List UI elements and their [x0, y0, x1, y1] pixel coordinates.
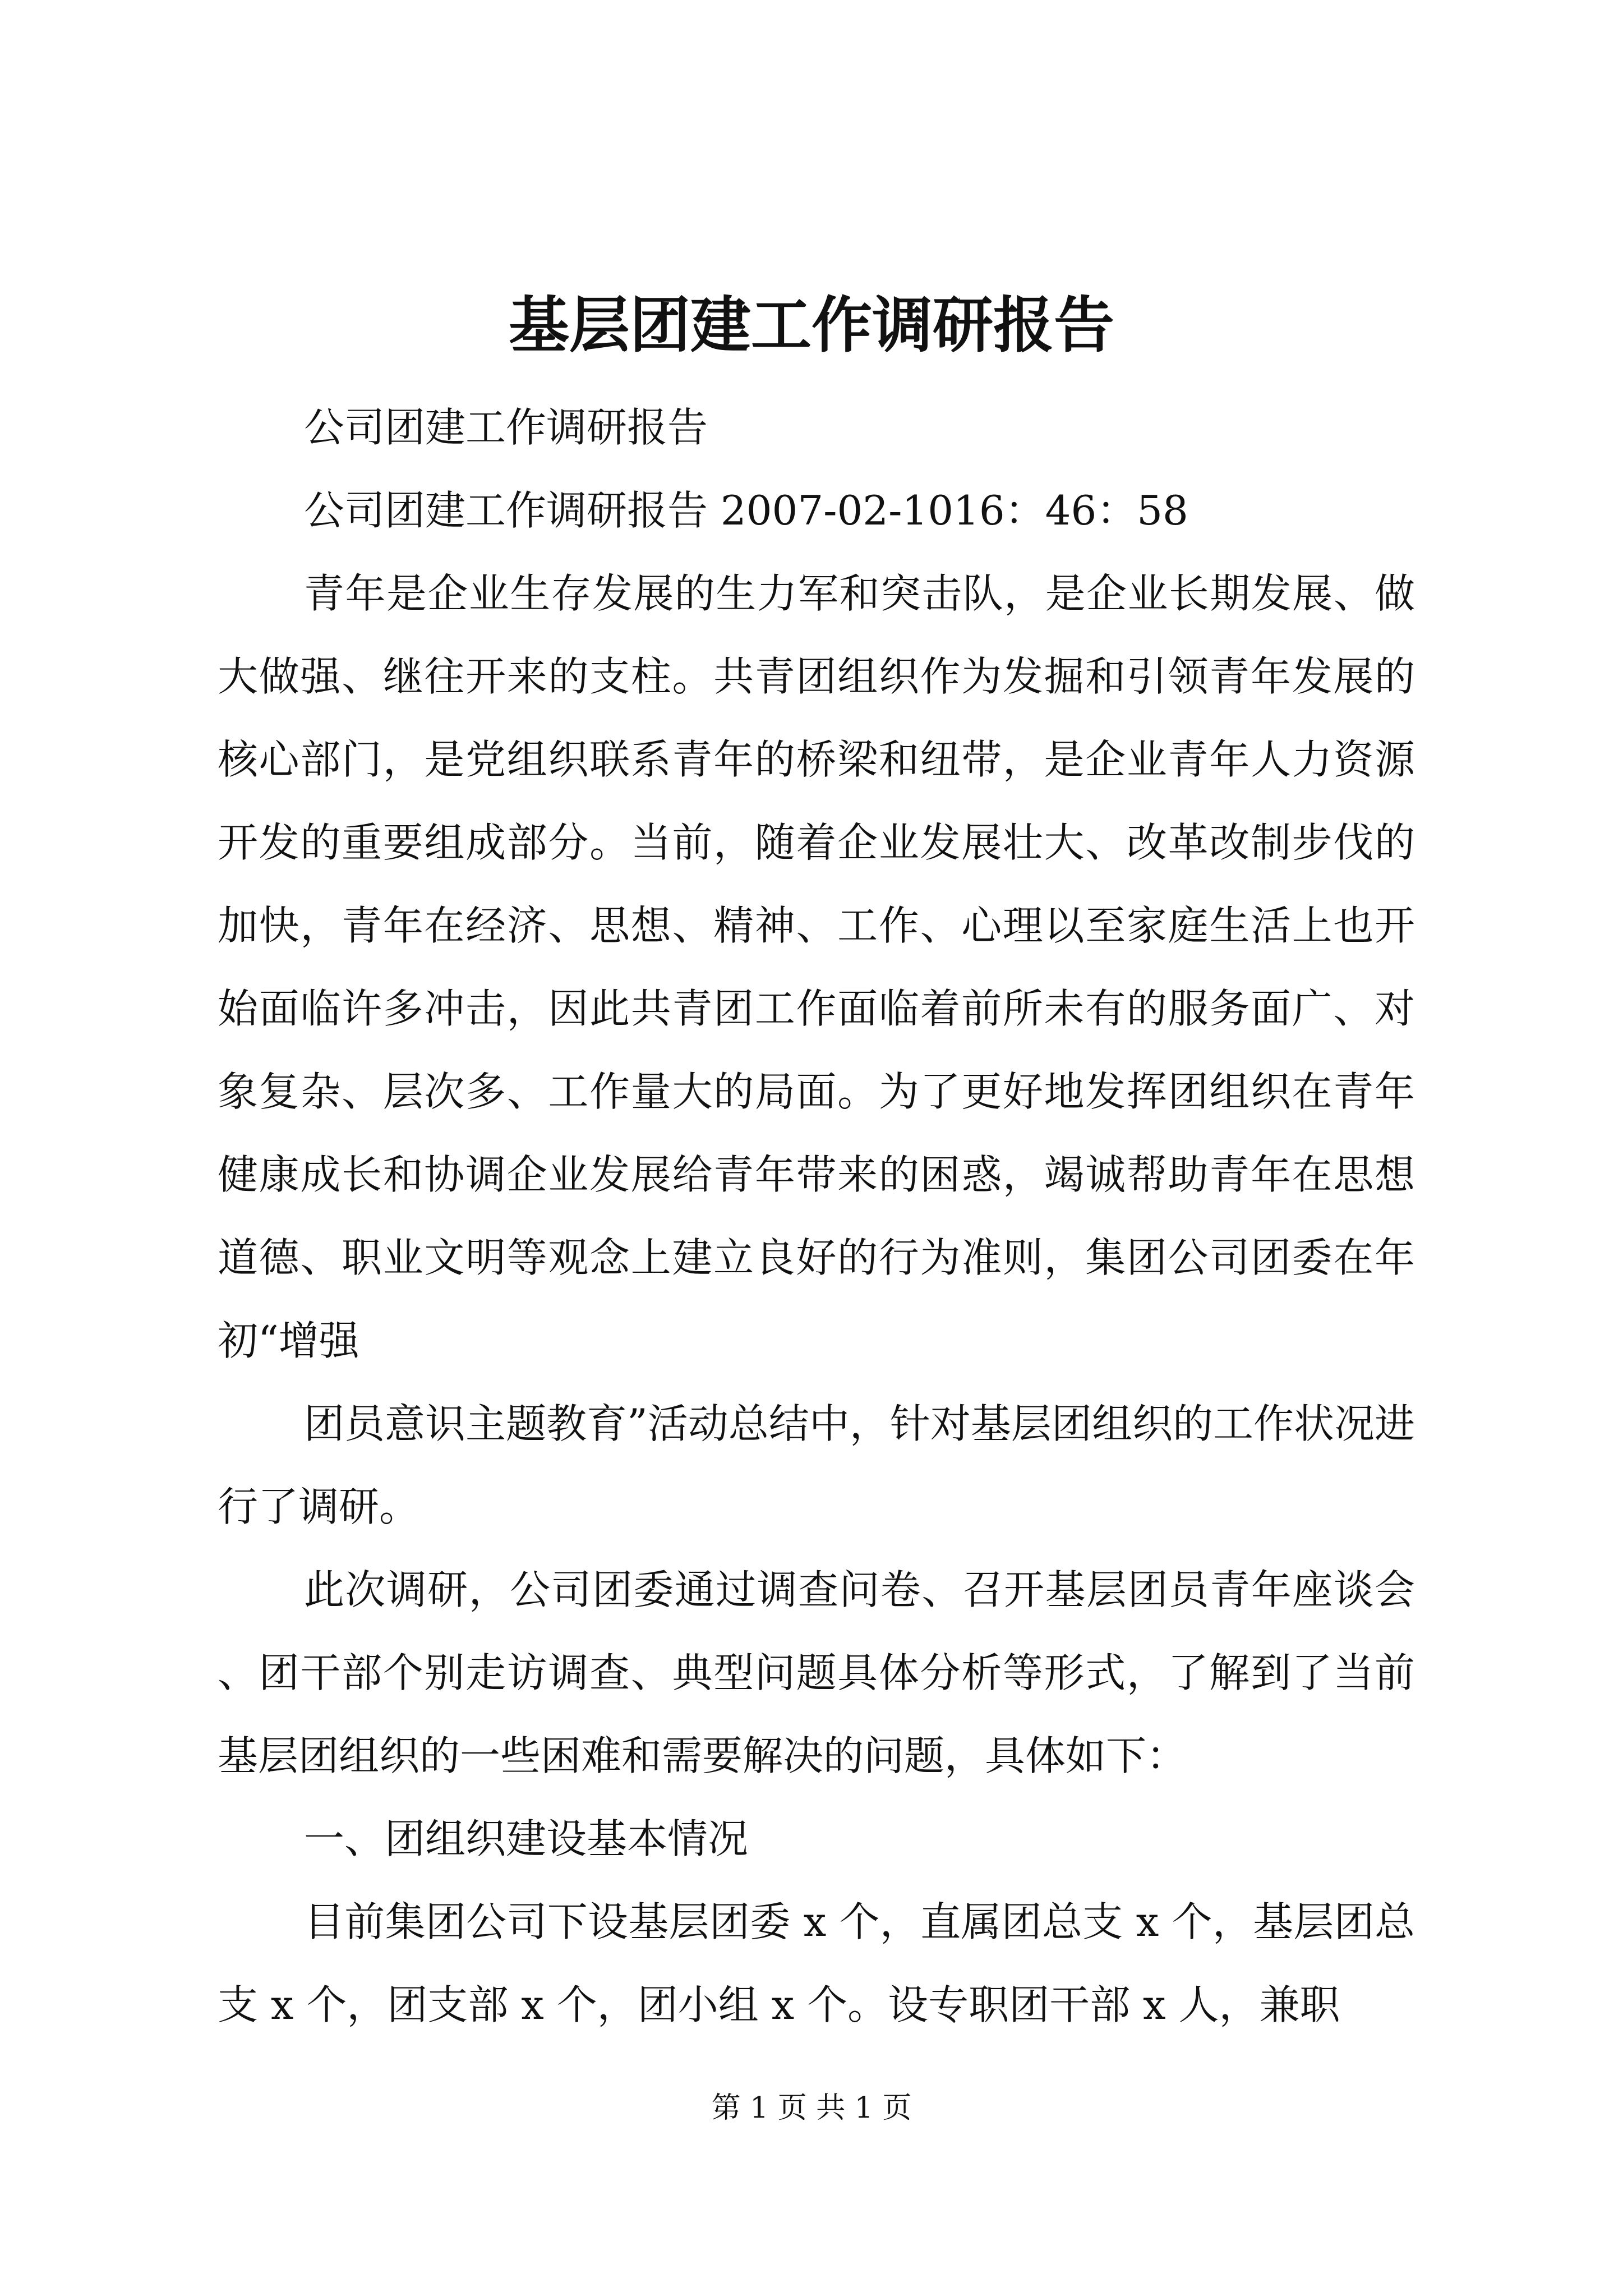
document-body [218, 386, 1415, 2046]
section-heading: 一、团组织建设基本情况 [304, 1815, 749, 1862]
paragraph-organization-status: 目前集团公司下设基层团委 x 个，直属团总支 x 个，基层团总支 x 个，团支部 x 个，团小组 x 个。设专职团干部 x 人，兼职 [218, 1898, 1415, 2028]
paragraph-subtitle: 公司团建工作调研报告 [304, 404, 708, 451]
paragraph-intro: 青年是企业生存发展的生力军和突击队，是企业长期发展、做大做强、继往开来的支柱。共青团组织作为发掘和引领青年发展的核心部门，是党组织联系青年的桥梁和纽带，是企业青年人力资源开发的重要组成部分。当前，随着企业发展壮大、改革改制步伐的加快，青年在经济、思想、精神、工作、心理以至家庭生活上也开始面临许多冲击，因此共青团工作面临着前所未有的服务面广、对象复杂、层次多、工作量大的局面。为了更好地发挥团组织在青年健康成长和协调企业发展给青年带来的困惑，竭诚帮助青年在思想道德、职业文明等观念上建立良好的行为准则，集团公司团委在年初“增强 [218, 570, 1415, 1364]
page-footer: 第 1 页 共 1 页 [711, 2091, 912, 2125]
paragraph-survey-method: 此次调研，公司团委通过调查问卷、召开基层团员青年座谈会、团干部个别走访调查、典型问题具体分析等形式，了解到了当前基层团组织的一些困难和需要解决的问题，具体如下： [218, 1566, 1415, 1779]
document-title: 基层团建工作调研报告 [508, 290, 1114, 361]
paragraph-intro-continued: 团员意识主题教育”活动总结中，针对基层团组织的工作状况进行了调研。 [218, 1400, 1415, 1530]
paragraph-subtitle-date: 公司团建工作调研报告 2007-02-1016：46：58 [304, 487, 1188, 534]
